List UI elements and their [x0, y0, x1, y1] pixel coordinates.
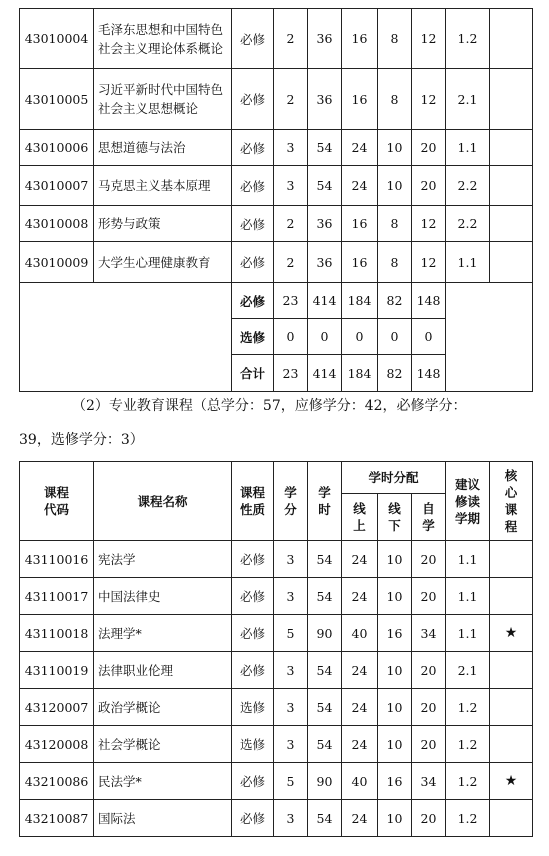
- course-code: 43120007: [20, 689, 94, 726]
- header-offline: 线下: [378, 494, 412, 541]
- course-offline: 10: [378, 578, 412, 615]
- course-self: 20: [412, 689, 446, 726]
- summary-offline: 0: [378, 319, 412, 355]
- header-type: 课程性质: [232, 462, 274, 541]
- course-type: 必修: [232, 242, 274, 283]
- summary-credit: 0: [274, 319, 308, 355]
- course-hours: 54: [308, 652, 342, 689]
- course-hours: 54: [308, 130, 342, 166]
- course-name: 国际法: [94, 800, 232, 837]
- summary-hours: 414: [308, 355, 342, 392]
- core-star-icon: [490, 652, 533, 689]
- course-self: 12: [412, 9, 446, 69]
- summary-hours: 414: [308, 283, 342, 319]
- course-hours: 36: [308, 69, 342, 130]
- course-online: 40: [342, 763, 378, 800]
- course-credit: 3: [274, 166, 308, 206]
- course-credit: 2: [274, 69, 308, 130]
- summary-offline: 82: [378, 283, 412, 319]
- course-core: [490, 130, 533, 166]
- course-self: 34: [412, 615, 446, 652]
- course-semester: 1.2: [446, 763, 490, 800]
- course-self: 20: [412, 726, 446, 763]
- course-online: 24: [342, 578, 378, 615]
- course-hours: 36: [308, 242, 342, 283]
- core-star-icon: [490, 689, 533, 726]
- course-code: 43010004: [20, 9, 94, 69]
- course-semester: 2.2: [446, 166, 490, 206]
- header-self: 自学: [412, 494, 446, 541]
- course-type: 必修: [232, 652, 274, 689]
- course-hours: 54: [308, 541, 342, 578]
- course-online: 24: [342, 130, 378, 166]
- course-code: 43010007: [20, 166, 94, 206]
- course-credit: 3: [274, 689, 308, 726]
- course-code: 43120008: [20, 726, 94, 763]
- course-type: 必修: [232, 9, 274, 69]
- course-hours: 36: [308, 206, 342, 242]
- table-row: [20, 800, 533, 837]
- course-semester: 1.2: [446, 689, 490, 726]
- course-credit: 5: [274, 763, 308, 800]
- header-core: 核心课程: [490, 462, 533, 541]
- course-core: [490, 166, 533, 206]
- course-name: 法理学*: [94, 615, 232, 652]
- table-row: [20, 689, 533, 726]
- course-code: 43110019: [20, 652, 94, 689]
- course-offline: 10: [378, 166, 412, 206]
- course-self: 12: [412, 242, 446, 283]
- header-semester: 建议修读学期: [446, 462, 490, 541]
- course-offline: 10: [378, 541, 412, 578]
- course-online: 16: [342, 69, 378, 130]
- course-online: 24: [342, 726, 378, 763]
- course-code: 43210086: [20, 763, 94, 800]
- course-code: 43110017: [20, 578, 94, 615]
- course-name: 习近平新时代中国特色社会主义思想概论: [94, 69, 232, 130]
- course-name: 社会学概论: [94, 726, 232, 763]
- core-star-icon: [490, 800, 533, 837]
- course-semester: 1.1: [446, 130, 490, 166]
- course-credit: 5: [274, 615, 308, 652]
- course-online: 16: [342, 206, 378, 242]
- course-offline: 8: [378, 242, 412, 283]
- table-row: [20, 578, 533, 615]
- course-credit: 2: [274, 242, 308, 283]
- course-type: 选修: [232, 689, 274, 726]
- course-offline: 8: [378, 9, 412, 69]
- course-hours: 54: [308, 578, 342, 615]
- course-core: [490, 206, 533, 242]
- section-caption: （2）专业教育课程（总学分：57，应修学分：42，必修学分：: [72, 398, 467, 414]
- course-offline: 10: [378, 800, 412, 837]
- course-credit: 3: [274, 652, 308, 689]
- course-offline: 10: [378, 689, 412, 726]
- course-self: 20: [412, 130, 446, 166]
- summary-online: 184: [342, 283, 378, 319]
- summary-online: 184: [342, 355, 378, 392]
- course-offline: 10: [378, 652, 412, 689]
- course-online: 24: [342, 652, 378, 689]
- course-type: 必修: [232, 206, 274, 242]
- summary-blank-right: [446, 283, 533, 392]
- header-code: 课程代码: [20, 462, 94, 541]
- course-online: 24: [342, 689, 378, 726]
- course-credit: 3: [274, 726, 308, 763]
- course-name: 毛泽东思想和中国特色社会主义理论体系概论: [94, 9, 232, 69]
- course-type: 必修: [232, 800, 274, 837]
- summary-credit: 23: [274, 283, 308, 319]
- course-offline: 10: [378, 726, 412, 763]
- course-online: 24: [342, 166, 378, 206]
- course-core: [490, 242, 533, 283]
- course-semester: 1.1: [446, 578, 490, 615]
- summary-row-required: [20, 283, 533, 319]
- course-core: [490, 9, 533, 69]
- summary-label: 必修: [232, 283, 274, 319]
- course-name: 政治学概论: [94, 689, 232, 726]
- table-row: [20, 652, 533, 689]
- table-row: [20, 9, 533, 69]
- table-row: [20, 166, 533, 206]
- core-star-icon: ★: [490, 615, 533, 652]
- course-code: 43010006: [20, 130, 94, 166]
- course-credit: 3: [274, 578, 308, 615]
- course-offline: 16: [378, 763, 412, 800]
- course-name: 民法学*: [94, 763, 232, 800]
- course-name: 大学生心理健康教育: [94, 242, 232, 283]
- course-offline: 8: [378, 206, 412, 242]
- course-code: 43010008: [20, 206, 94, 242]
- core-star-icon: ★: [490, 763, 533, 800]
- course-type: 必修: [232, 166, 274, 206]
- course-self: 12: [412, 206, 446, 242]
- course-name: 宪法学: [94, 541, 232, 578]
- summary-offline: 82: [378, 355, 412, 392]
- header-credit: 学分: [274, 462, 308, 541]
- course-semester: 1.2: [446, 800, 490, 837]
- course-semester: 2.2: [446, 206, 490, 242]
- course-self: 12: [412, 69, 446, 130]
- summary-hours: 0: [308, 319, 342, 355]
- summary-self: 148: [412, 355, 446, 392]
- table-row: [20, 242, 533, 283]
- table-row: [20, 206, 533, 242]
- header-online: 线上: [342, 494, 378, 541]
- course-self: 20: [412, 166, 446, 206]
- course-credit: 3: [274, 130, 308, 166]
- table-row: [20, 541, 533, 578]
- course-name: 思想道德与法治: [94, 130, 232, 166]
- course-self: 34: [412, 763, 446, 800]
- course-online: 16: [342, 242, 378, 283]
- course-type: 必修: [232, 69, 274, 130]
- professional-courses-table: [19, 461, 533, 837]
- course-hours: 54: [308, 800, 342, 837]
- course-credit: 3: [274, 800, 308, 837]
- course-offline: 8: [378, 69, 412, 130]
- section-caption-continued: 39，选修学分：3）: [19, 432, 144, 448]
- course-semester: 2.1: [446, 652, 490, 689]
- course-name: 马克思主义基本原理: [94, 166, 232, 206]
- summary-online: 0: [342, 319, 378, 355]
- course-semester: 1.1: [446, 541, 490, 578]
- summary-label: 合计: [232, 355, 274, 392]
- course-self: 20: [412, 578, 446, 615]
- course-credit: 2: [274, 9, 308, 69]
- course-code: 43110016: [20, 541, 94, 578]
- course-type: 必修: [232, 130, 274, 166]
- summary-label: 选修: [232, 319, 274, 355]
- course-self: 20: [412, 541, 446, 578]
- course-type: 选修: [232, 726, 274, 763]
- course-hours: 54: [308, 726, 342, 763]
- core-star-icon: [490, 726, 533, 763]
- course-code: 43010009: [20, 242, 94, 283]
- course-type: 必修: [232, 578, 274, 615]
- summary-credit: 23: [274, 355, 308, 392]
- course-name: 中国法律史: [94, 578, 232, 615]
- header-name: 课程名称: [94, 462, 232, 541]
- course-type: 必修: [232, 541, 274, 578]
- summary-blank: [20, 283, 232, 392]
- general-courses-table: [19, 8, 533, 392]
- table-row: [20, 69, 533, 130]
- header-distribution: 学时分配: [342, 462, 446, 494]
- course-hours: 36: [308, 9, 342, 69]
- course-code: 43210087: [20, 800, 94, 837]
- table-row: [20, 763, 533, 800]
- table-row: [20, 726, 533, 763]
- course-offline: 16: [378, 615, 412, 652]
- core-star-icon: [490, 578, 533, 615]
- course-hours: 54: [308, 689, 342, 726]
- table-row: [20, 130, 533, 166]
- course-semester: 2.1: [446, 69, 490, 130]
- core-star-icon: [490, 541, 533, 578]
- course-semester: 1.2: [446, 9, 490, 69]
- course-hours: 90: [308, 615, 342, 652]
- course-self: 20: [412, 800, 446, 837]
- course-credit: 3: [274, 541, 308, 578]
- course-online: 24: [342, 800, 378, 837]
- header-row: [20, 462, 533, 494]
- course-offline: 10: [378, 130, 412, 166]
- course-online: 24: [342, 541, 378, 578]
- course-name: 形势与政策: [94, 206, 232, 242]
- summary-self: 148: [412, 283, 446, 319]
- course-code: 43010005: [20, 69, 94, 130]
- course-type: 必修: [232, 763, 274, 800]
- course-credit: 2: [274, 206, 308, 242]
- course-core: [490, 69, 533, 130]
- summary-self: 0: [412, 319, 446, 355]
- course-hours: 54: [308, 166, 342, 206]
- course-name: 法律职业伦理: [94, 652, 232, 689]
- course-hours: 90: [308, 763, 342, 800]
- header-hours: 学时: [308, 462, 342, 541]
- course-online: 40: [342, 615, 378, 652]
- course-semester: 1.2: [446, 726, 490, 763]
- course-online: 16: [342, 9, 378, 69]
- table-row: [20, 615, 533, 652]
- course-semester: 1.1: [446, 242, 490, 283]
- course-semester: 1.1: [446, 615, 490, 652]
- course-self: 20: [412, 652, 446, 689]
- course-code: 43110018: [20, 615, 94, 652]
- course-type: 必修: [232, 615, 274, 652]
